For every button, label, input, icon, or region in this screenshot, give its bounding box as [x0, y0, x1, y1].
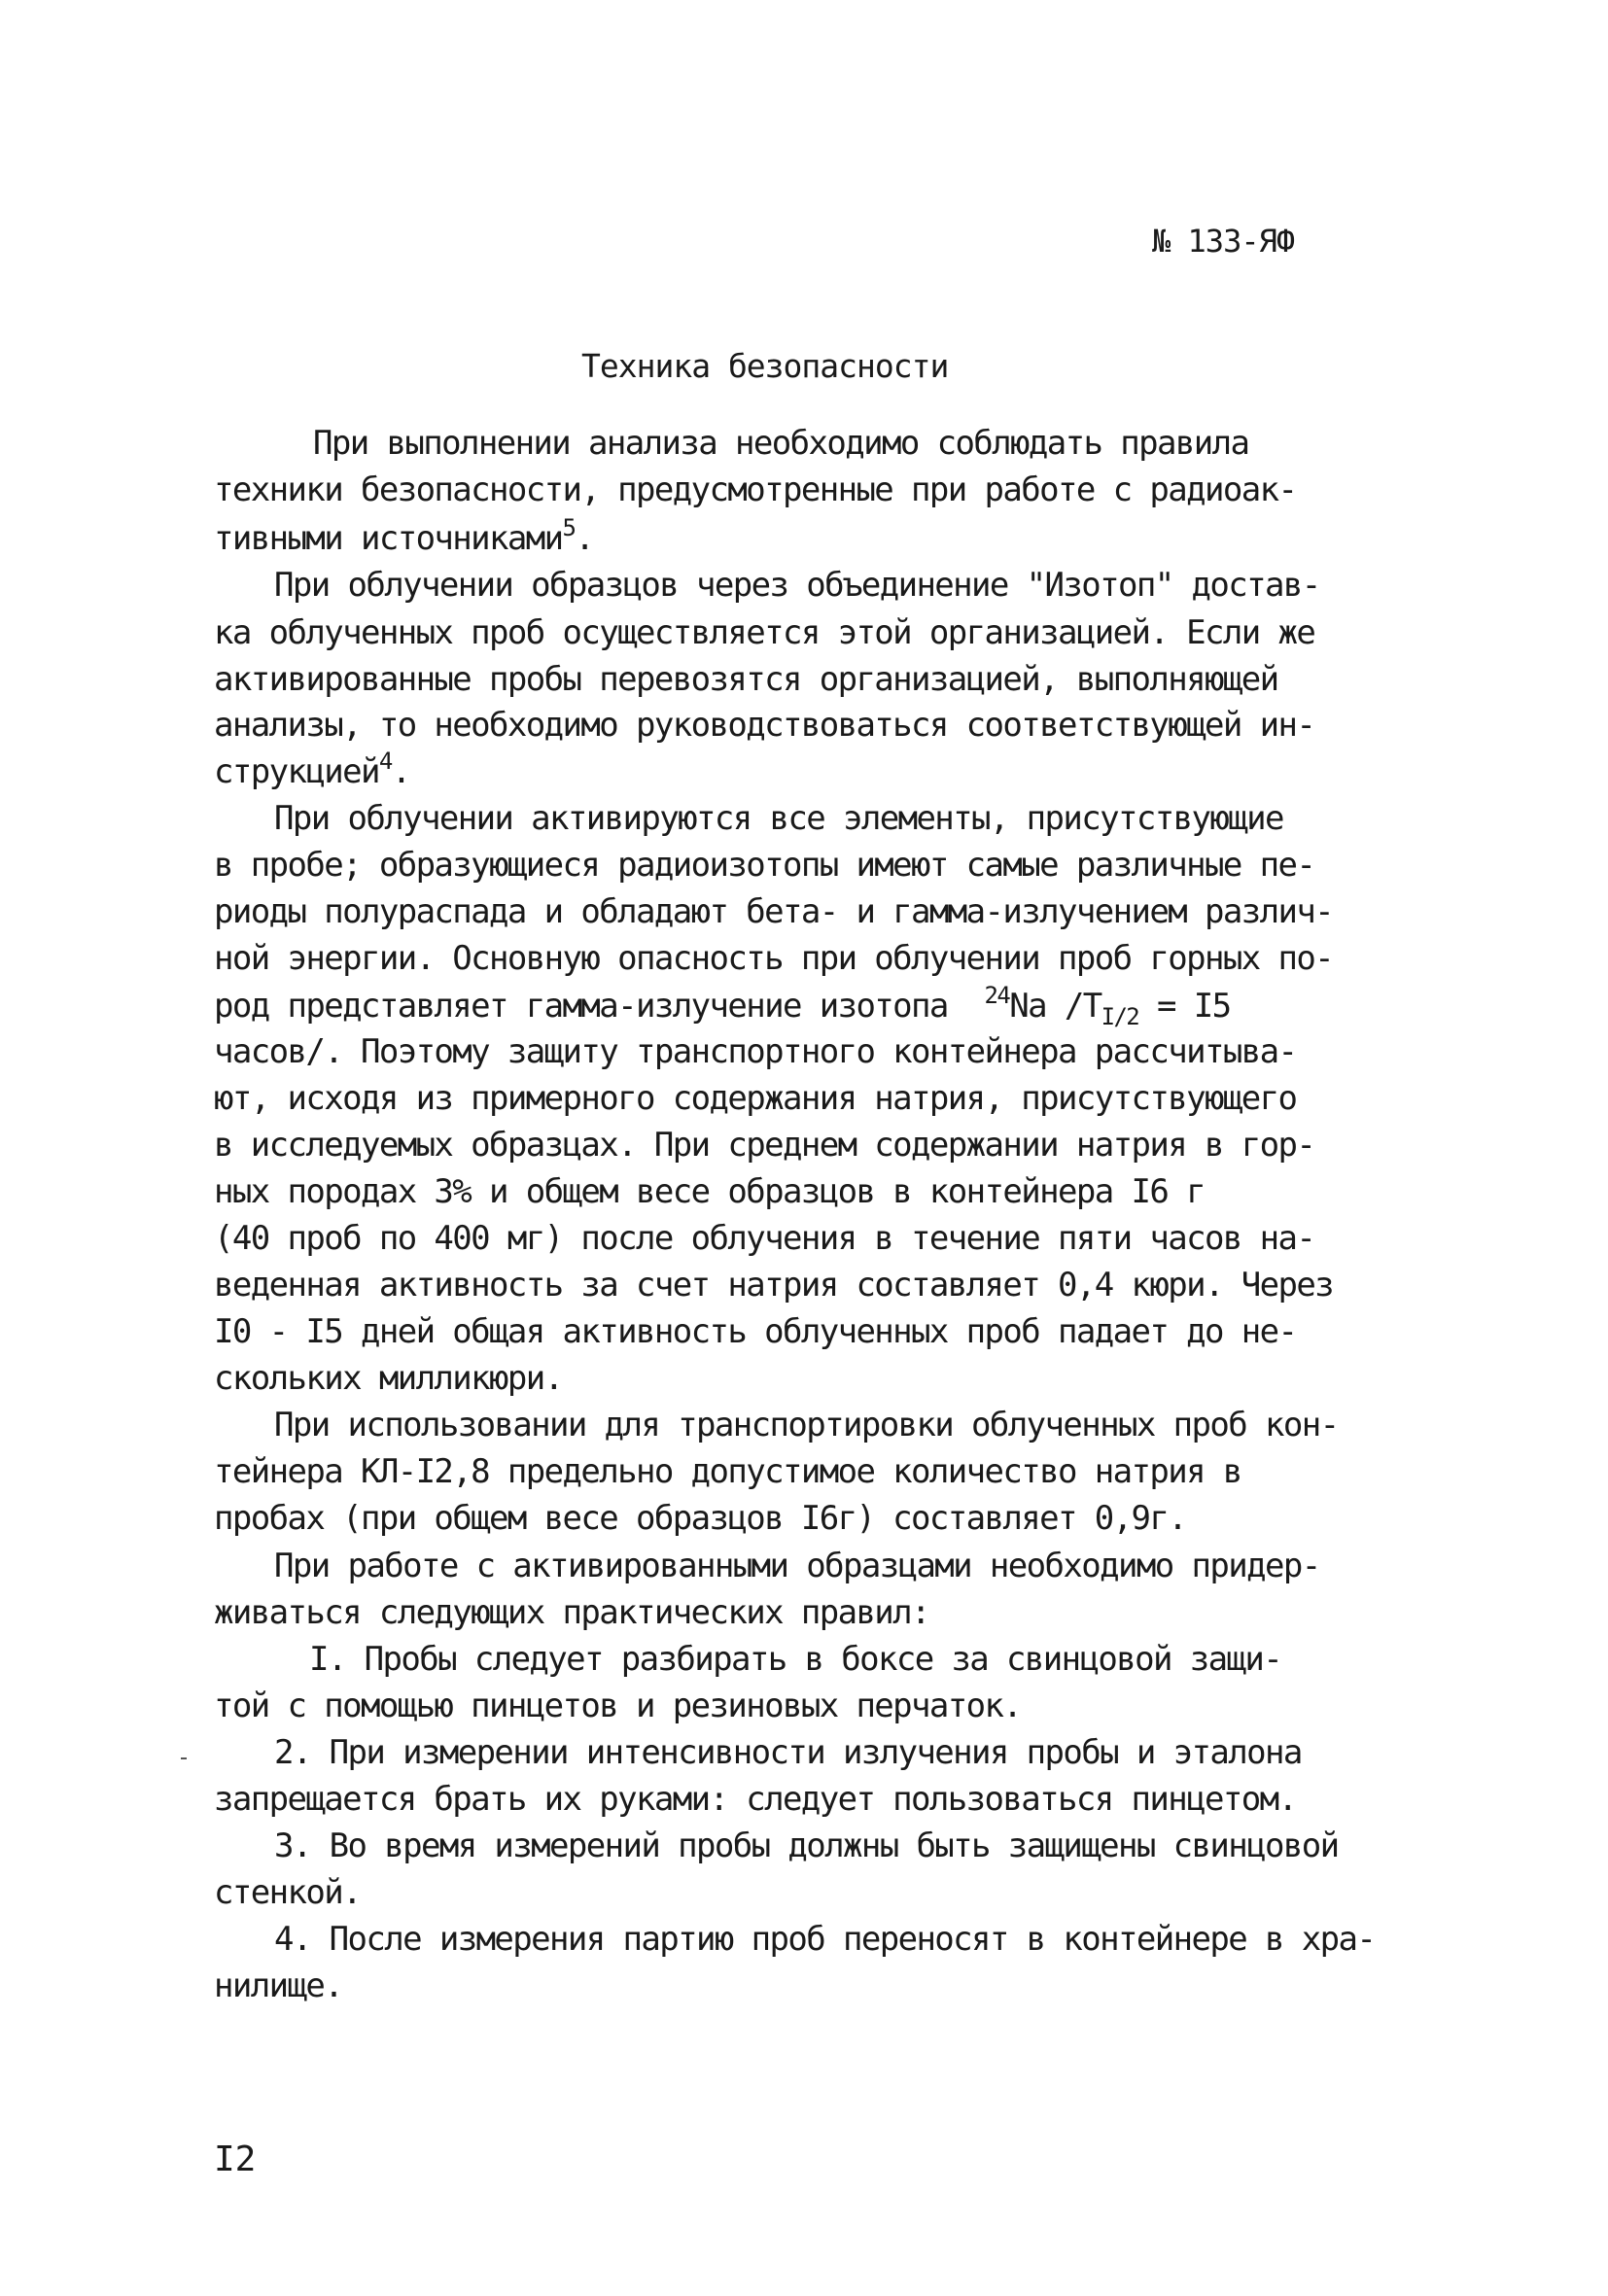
paragraph-4-line-3: пробах (при общем весе образцов I6г) составляет 0,9г. [214, 1499, 1187, 1538]
paragraph-4-line-2: тейнера КЛ-I2,8 предельно допустимое количество натрия в [214, 1452, 1241, 1491]
paragraph-1-line-3 [214, 515, 593, 562]
half-life-value: = I5 [1138, 987, 1231, 1026]
paragraph-3-line-8: в исследуемых образцах. При среднем содержании натрия в гор- [214, 1126, 1315, 1165]
section-title: Техника безопасности [581, 347, 949, 385]
rule-3-line-2: стенкой. [214, 1873, 361, 1912]
paragraph-2-line-2: ка облученных проб осуществляется этой организацией. Если же [214, 613, 1315, 652]
rule-1-line-1: I. Пробы следует разбирать в боксе за свинцовой защи- [309, 1640, 1282, 1679]
rule-2-line-2: запрещается брать их руками: следует пользоваться пинцетом. [214, 1780, 1297, 1819]
paragraph-3-line-4: ной энергии. Основную опасность при облучении проб горных по- [214, 939, 1334, 978]
paragraph-1-line-1: При выполнении анализа необходимо соблюдать правила [313, 424, 1249, 463]
paragraph-3-line-10: (40 проб по 400 мг) после облучения в течение пяти часов на- [214, 1219, 1315, 1258]
paragraph-3-line-3: риоды полураспада и обладают бета- и гамма-излучением различ- [214, 892, 1334, 931]
paragraph-2-line-5-text: струкцией [214, 752, 379, 791]
paragraph-2-line-5 [214, 748, 410, 795]
paragraph-5-line-1: При работе с активированными образцами необходимо придер- [274, 1547, 1320, 1585]
footnote-ref-5: 5 [562, 514, 576, 541]
paragraph-3-line-13: скольких милликюри. [214, 1359, 563, 1398]
document-number: № 133-ЯФ [1152, 223, 1295, 260]
paragraph-3-line-2: в пробе; образующиеся радиоизотопы имеют самые различные пе- [214, 846, 1315, 885]
paragraph-2-line-1: При облучении образцов через объединение "Изотоп" достав- [274, 566, 1320, 605]
paragraph-1-line-3-end: . [575, 519, 594, 558]
paragraph-3-line-6: часов/. Поэтому защиту транспортного контейнера рассчитыва- [214, 1032, 1297, 1071]
paragraph-1-line-2: техники безопасности, предусмотренные при работе с радиоак- [214, 470, 1297, 509]
paragraph-5-line-2: живаться следующих практических правил: [214, 1593, 929, 1632]
margin-mark [181, 1757, 187, 1759]
rule-4-line-2: нилище. [214, 1966, 343, 2005]
rule-1-line-2: той с помощью пинцетов и резиновых перчаток. [214, 1687, 1022, 1725]
rule-4-line-1: 4. После измерения партию проб переносят в контейнере в хра- [274, 1920, 1376, 1959]
paragraph-4-line-1: При использовании для транспортировки облученных проб кон- [274, 1406, 1339, 1444]
rule-3-line-1: 3. Во время измерений пробы должны быть защищены свинцовой [274, 1826, 1339, 1865]
paragraph-2-line-5-end: . [391, 752, 410, 791]
footnote-ref-4: 4 [378, 748, 392, 775]
paragraph-1-line-3-text: тивными источниками [214, 519, 563, 558]
paragraph-3-line-5 [214, 983, 1231, 1029]
paragraph-3-line-7: ют, исходя из примерного содержания натрия, присутствующего [214, 1079, 1297, 1118]
paragraph-3-line-5-text: род представляет гамма-излучение изотопа [214, 987, 948, 1026]
page-number: I2 [214, 2139, 257, 2179]
paragraph-2-line-3: активированные пробы перевозятся организацией, выполняющей [214, 660, 1278, 699]
paragraph-2-line-4: анализы, то необходимо руководствоваться соответствующей ин- [214, 706, 1315, 745]
paragraph-3-line-11: веденная активность за счет натрия составляет 0,4 кюри. Через [214, 1266, 1334, 1305]
rule-2-line-1: 2. При измерении интенсивности излучения пробы и эталона [274, 1733, 1302, 1772]
paragraph-3-line-9: ных породах 3% и общем весе образцов в контейнера I6 г [214, 1172, 1205, 1211]
paragraph-3-line-12: I0 - I5 дней общая активность облученных проб падает до не- [214, 1312, 1297, 1351]
paragraph-3-line-1: При облучении активируются все элементы, присутствующие [274, 799, 1283, 838]
isotope-symbol: Na /T [1009, 987, 1101, 1026]
half-life-subscript: I/2 [1101, 1003, 1139, 1030]
isotope-mass-number: 24 [984, 982, 1010, 1009]
